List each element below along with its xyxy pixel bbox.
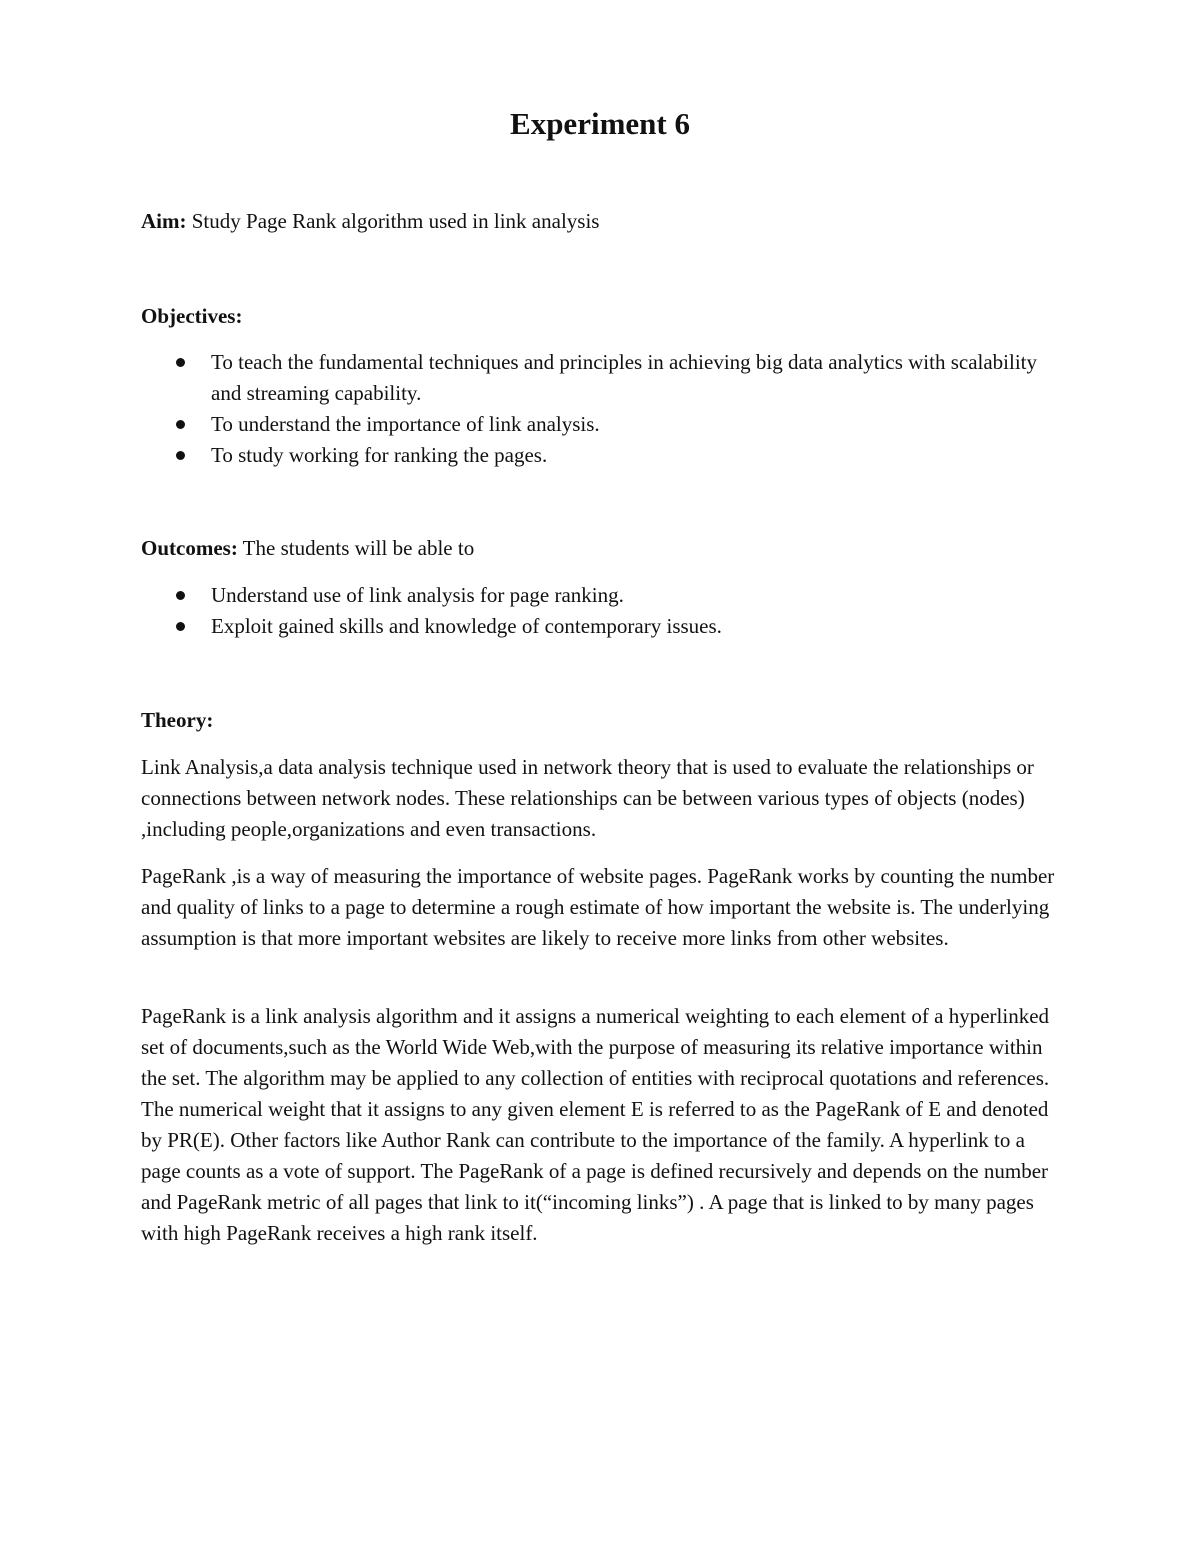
list-item <box>0 580 1071 611</box>
outcomes-text: The students will be able to <box>237 536 475 560</box>
outcomes-list <box>0 580 1200 642</box>
theory-heading: Theory: <box>141 708 214 732</box>
theory-paragraph: Link Analysis,a data analysis technique used in network theory that is used to evaluate the relationships or connections between network nodes. These relationships can be between various types of objects (nodes) ,including people,organizations and even transactions. <box>141 755 1034 841</box>
objective-text: To understand the importance of link analysis. <box>211 412 600 436</box>
aim-line <box>141 206 599 237</box>
objective-text: To study working for ranking the pages. <box>211 443 548 467</box>
bullet-icon <box>176 420 185 429</box>
bullet-icon <box>176 358 185 367</box>
outcome-text: Understand use of link analysis for page ranking. <box>211 583 624 607</box>
list-item <box>0 409 1071 440</box>
bullet-icon <box>176 591 185 600</box>
page-title: Experiment 6 <box>510 106 690 141</box>
outcomes-label: Outcomes: <box>141 536 238 560</box>
objectives-list <box>0 347 1200 471</box>
aim-text: Study Page Rank algorithm used in link analysis <box>186 209 600 233</box>
list-item <box>0 440 1071 471</box>
theory-paragraph: PageRank ,is a way of measuring the importance of website pages. PageRank works by counting the number and quality of links to a page to determine a rough estimate of how important the website is. The underlying assumption is that more important websites are likely to receive more links from other websites. <box>141 864 1055 950</box>
theory-paragraph: PageRank is a link analysis algorithm and it assigns a numerical weighting to each element of a hyperlinked set of documents,such as the World Wide Web,with the purpose of measuring its relative importance within the set. The algorithm may be applied to any collection of entities with reciprocal quotations and references. The numerical weight that it assigns to any given element E is referred to as the PageRank of E and denoted by PR(E). Other factors like Author Rank can contribute to the importance of the family. A hyperlink to a page counts as a vote of support. The PageRank of a page is defined recursively and depends on the number and PageRank metric of all pages that link to it(“incoming links”) . A page that is linked to by many pages with high PageRank receives a high rank itself. <box>141 1004 1050 1245</box>
list-item <box>0 611 1071 642</box>
bullet-icon <box>176 622 185 631</box>
outcomes-line <box>141 533 474 564</box>
objectives-heading: Objectives: <box>141 304 243 328</box>
outcome-text: Exploit gained skills and knowledge of contemporary issues. <box>211 614 722 638</box>
objective-text: To teach the fundamental techniques and principles in achieving big data analytics with scalability and streaming capability. <box>211 350 1038 405</box>
aim-label: Aim: <box>141 209 187 233</box>
bullet-icon <box>176 451 185 460</box>
list-item <box>0 347 1071 409</box>
